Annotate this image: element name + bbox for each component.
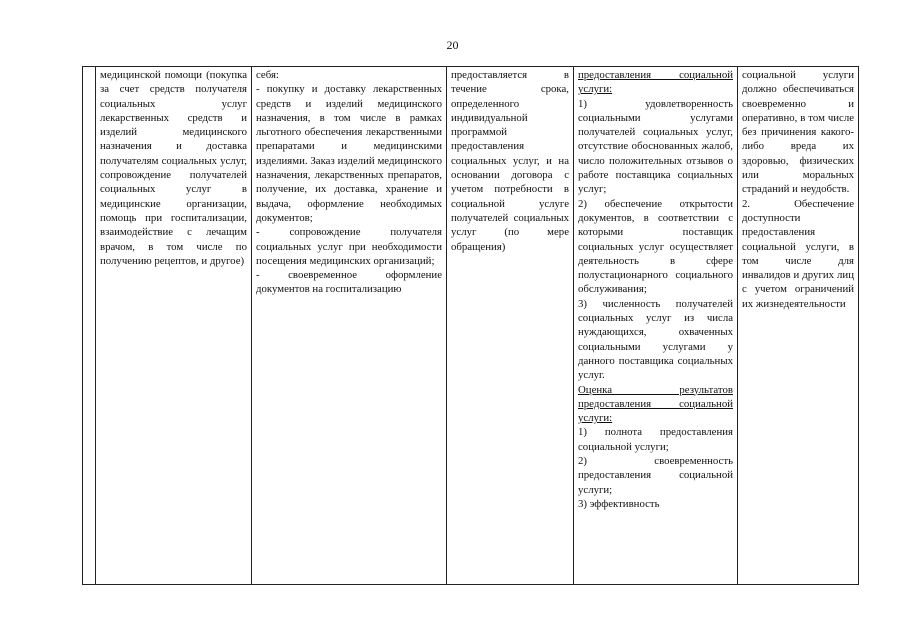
- cell-text: себя:: [256, 69, 279, 81]
- cell-conditions: [738, 67, 859, 585]
- table-row: [83, 67, 859, 585]
- cell-heading: Оценка результатов предоставления социальной услуги:: [578, 383, 733, 425]
- cell-text: 1) полнота предоставления социальной услуги;: [578, 426, 733, 453]
- cell-text: социальной услуги должно обеспечиваться своевременно и оперативно, в том числе без причинения какого-либо вреда их здоровью, физических или моральных страданий и неудобств.: [742, 69, 854, 196]
- cell-text: 2. Обеспечение доступности предоставления социальной услуги, в том числе для инвалидов и других лиц с учетом ограничений их жизнедеятельности: [742, 197, 854, 310]
- cell-service: [96, 67, 252, 585]
- cell-terms: [447, 67, 574, 585]
- cell-index: [83, 67, 96, 585]
- cell-text: 3) численность получателей социальных услуг из числа нуждающихся, охваченных социальными услугами у данного поставщика социальных услуг.: [578, 297, 733, 382]
- page-number: 20: [446, 38, 459, 52]
- cell-text: - своевременное оформление документов на госпитализацию: [256, 269, 442, 296]
- cell-text: предоставляется в течение срока, определенного индивидуальной программой предоставления социальных услуг, и на основании договора с учетом потребности в социальной услуге получателей социальных услуг (по мере обращения): [451, 69, 569, 253]
- cell-text: 2) своевременность предоставления социальной услуги;: [578, 455, 733, 496]
- cell-text: медицинской помощи (покупка за счет средств получателя социальных услуг лекарственных средств и изделий медицинского назначения и доставка получателям социальных услуг, сопровождение получателей социальных услуг в медицинские организации, помощь при госпитализации, взаимодействие с лечащим врачом, в том числе по получению рецептов, и другое): [100, 69, 247, 267]
- cell-text: - покупку и доставку лекарственных средств и изделий медицинского назначения, в том числе в рамках льготного обеспечения лекарственными препаратами и медицинскими изделиями. Заказ изделий медицинского назначения, лекарственных препаратов, получение, их доставка, хранение и выдача, оформление необходимых документов;: [256, 83, 442, 224]
- cell-description: [252, 67, 447, 585]
- cell-text: 2) обеспечение открытости документов, в соответствии с которыми поставщик социальных услуг осуществляет деятельность в сфере полустационарного социального обслуживания;: [578, 197, 733, 296]
- cell-indicators: [574, 67, 738, 585]
- services-table: [82, 66, 859, 585]
- cell-heading: предоставления социальной услуги:: [578, 69, 733, 96]
- cell-text: 1) удовлетворенность социальными услугами получателей социальных услуг, отсутствие обоснованных жалоб, число положительных отзывов о работе поставщика социальных услуг;: [578, 97, 733, 196]
- cell-text: - сопровождение получателя социальных услуг при необходимости посещения медицинских организаций;: [256, 226, 442, 267]
- cell-text: 3) эффективность: [578, 497, 660, 510]
